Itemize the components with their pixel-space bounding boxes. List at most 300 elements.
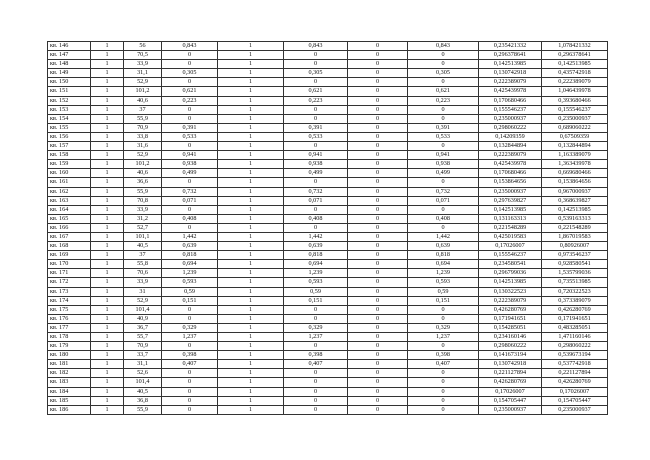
cell-share-value: 0,425019583 [479, 232, 542, 241]
cell-value-b: 0 [284, 142, 348, 151]
cell-quantity: 1 [91, 205, 124, 214]
cell-total-value: 0,80926007 [542, 242, 608, 251]
cell-value-d: 0,305 [408, 69, 479, 78]
apartment-data-table [47, 41, 608, 415]
cell-total-value: 0,973546237 [542, 251, 608, 260]
cell-share-value: 0,14209359 [479, 132, 542, 141]
cell-value-c: 0 [348, 405, 408, 414]
cell-total-value: 0,17026007 [542, 387, 608, 396]
cell-value-a: 0,533 [162, 132, 218, 141]
cell-total-value: 0,720322523 [542, 287, 608, 296]
cell-value-c: 0 [348, 51, 408, 60]
cell-total-value: 0,393680466 [542, 96, 608, 105]
cell-coefficient: 1 [218, 323, 284, 332]
cell-share-value: 0,17026007 [479, 387, 542, 396]
cell-share-value: 0,131163313 [479, 214, 542, 223]
cell-value-b: 0,639 [284, 242, 348, 251]
cell-apartment-number: кв. 177 [48, 323, 91, 332]
cell-coefficient: 1 [218, 333, 284, 342]
cell-value-a: 0 [162, 378, 218, 387]
cell-value-a: 0 [162, 405, 218, 414]
cell-coefficient: 1 [218, 123, 284, 132]
cell-coefficient: 1 [218, 223, 284, 232]
cell-share-value: 0,221548289 [479, 223, 542, 232]
cell-value-d: 0 [408, 105, 479, 114]
cell-apartment-number: кв. 182 [48, 369, 91, 378]
cell-value-c: 0 [348, 205, 408, 214]
cell-coefficient: 1 [218, 96, 284, 105]
cell-value-a: 0,391 [162, 123, 218, 132]
cell-quantity: 1 [91, 160, 124, 169]
cell-value-d: 0,329 [408, 323, 479, 332]
cell-quantity: 1 [91, 151, 124, 160]
cell-value-a: 0 [162, 142, 218, 151]
cell-value-b: 0,398 [284, 351, 348, 360]
cell-apartment-number: кв. 160 [48, 169, 91, 178]
cell-area: 37 [124, 251, 162, 260]
cell-value-c: 0 [348, 96, 408, 105]
cell-total-value: 0,537742918 [542, 360, 608, 369]
cell-total-value: 1,046439978 [542, 87, 608, 96]
cell-apartment-number: кв. 174 [48, 296, 91, 305]
cell-value-a: 0 [162, 305, 218, 314]
cell-value-b: 0 [284, 342, 348, 351]
cell-value-c: 0 [348, 160, 408, 169]
cell-value-a: 0,694 [162, 260, 218, 269]
cell-share-value: 0,154705447 [479, 396, 542, 405]
cell-value-d: 0,621 [408, 87, 479, 96]
cell-coefficient: 1 [218, 305, 284, 314]
cell-area: 36,7 [124, 323, 162, 332]
cell-value-b: 0,408 [284, 214, 348, 223]
cell-area: 31,1 [124, 360, 162, 369]
cell-value-c: 0 [348, 387, 408, 396]
cell-apartment-number: кв. 156 [48, 132, 91, 141]
cell-area: 33,7 [124, 351, 162, 360]
cell-value-b: 0 [284, 369, 348, 378]
cell-total-value: 1,471160146 [542, 333, 608, 342]
cell-value-b: 0,818 [284, 251, 348, 260]
cell-quantity: 1 [91, 42, 124, 51]
cell-value-c: 0 [348, 251, 408, 260]
cell-value-b: 0,938 [284, 160, 348, 169]
cell-value-b: 0 [284, 60, 348, 69]
table-row [48, 178, 608, 187]
cell-area: 101,1 [124, 232, 162, 241]
table-row [48, 287, 608, 296]
cell-apartment-number: кв. 165 [48, 214, 91, 223]
cell-value-a: 0,071 [162, 196, 218, 205]
cell-apartment-number: кв. 158 [48, 151, 91, 160]
cell-value-b: 0,732 [284, 187, 348, 196]
cell-quantity: 1 [91, 323, 124, 332]
cell-value-b: 0,59 [284, 287, 348, 296]
cell-quantity: 1 [91, 351, 124, 360]
cell-share-value: 0,130742918 [479, 69, 542, 78]
cell-total-value: 0,373389079 [542, 296, 608, 305]
cell-value-d: 1,442 [408, 232, 479, 241]
cell-share-value: 0,426280769 [479, 378, 542, 387]
cell-area: 40,6 [124, 96, 162, 105]
cell-value-c: 0 [348, 123, 408, 132]
cell-value-d: 0 [408, 369, 479, 378]
cell-area: 52,7 [124, 223, 162, 232]
cell-quantity: 1 [91, 260, 124, 269]
cell-total-value: 0,235000937 [542, 114, 608, 123]
cell-value-c: 0 [348, 260, 408, 269]
table-row [48, 114, 608, 123]
cell-apartment-number: кв. 154 [48, 114, 91, 123]
cell-value-c: 0 [348, 232, 408, 241]
cell-apartment-number: кв. 147 [48, 51, 91, 60]
cell-coefficient: 1 [218, 278, 284, 287]
cell-value-a: 0,938 [162, 160, 218, 169]
cell-quantity: 1 [91, 305, 124, 314]
cell-apartment-number: кв. 163 [48, 196, 91, 205]
table-row [48, 205, 608, 214]
table-row [48, 160, 608, 169]
cell-coefficient: 1 [218, 242, 284, 251]
cell-value-b: 1,442 [284, 232, 348, 241]
cell-area: 70,9 [124, 123, 162, 132]
cell-total-value: 0,483285051 [542, 323, 608, 332]
cell-value-d: 1,237 [408, 333, 479, 342]
table-row [48, 96, 608, 105]
table-row [48, 351, 608, 360]
cell-area: 56 [124, 42, 162, 51]
cell-value-a: 0,59 [162, 287, 218, 296]
cell-coefficient: 1 [218, 160, 284, 169]
table-row [48, 305, 608, 314]
cell-total-value: 1,867019583 [542, 232, 608, 241]
cell-value-d: 0,223 [408, 96, 479, 105]
cell-value-c: 0 [348, 369, 408, 378]
cell-coefficient: 1 [218, 232, 284, 241]
cell-share-value: 0,153864656 [479, 178, 542, 187]
cell-area: 40,9 [124, 314, 162, 323]
table-row [48, 142, 608, 151]
cell-value-b: 0,843 [284, 42, 348, 51]
cell-total-value: 0,67509359 [542, 132, 608, 141]
cell-total-value: 0,689060222 [542, 123, 608, 132]
cell-total-value: 0,153864656 [542, 178, 608, 187]
cell-total-value: 0,368639827 [542, 196, 608, 205]
cell-coefficient: 1 [218, 69, 284, 78]
cell-quantity: 1 [91, 223, 124, 232]
cell-total-value: 1,535799036 [542, 269, 608, 278]
cell-share-value: 0,296378641 [479, 51, 542, 60]
cell-share-value: 0,425439978 [479, 160, 542, 169]
table-row [48, 223, 608, 232]
cell-area: 40,5 [124, 242, 162, 251]
cell-total-value: 0,298060222 [542, 342, 608, 351]
cell-share-value: 0,170680466 [479, 96, 542, 105]
cell-quantity: 1 [91, 51, 124, 60]
cell-value-c: 0 [348, 214, 408, 223]
cell-coefficient: 1 [218, 369, 284, 378]
cell-quantity: 1 [91, 187, 124, 196]
cell-quantity: 1 [91, 132, 124, 141]
cell-total-value: 0,539673194 [542, 351, 608, 360]
table-row [48, 378, 608, 387]
cell-share-value: 0,222389079 [479, 78, 542, 87]
table-row [48, 296, 608, 305]
cell-value-d: 0,071 [408, 196, 479, 205]
cell-quantity: 1 [91, 342, 124, 351]
cell-value-a: 0 [162, 78, 218, 87]
cell-value-c: 0 [348, 269, 408, 278]
cell-total-value: 0,132844894 [542, 142, 608, 151]
cell-quantity: 1 [91, 105, 124, 114]
cell-share-value: 0,130742918 [479, 360, 542, 369]
cell-share-value: 0,235000937 [479, 114, 542, 123]
cell-value-d: 0,408 [408, 214, 479, 223]
cell-value-d: 0,593 [408, 278, 479, 287]
table-row [48, 151, 608, 160]
cell-area: 55,8 [124, 260, 162, 269]
cell-coefficient: 1 [218, 114, 284, 123]
cell-coefficient: 1 [218, 151, 284, 160]
cell-coefficient: 1 [218, 260, 284, 269]
cell-value-c: 0 [348, 360, 408, 369]
cell-quantity: 1 [91, 78, 124, 87]
cell-value-c: 0 [348, 287, 408, 296]
cell-apartment-number: кв. 176 [48, 314, 91, 323]
cell-coefficient: 1 [218, 296, 284, 305]
cell-value-a: 0,941 [162, 151, 218, 160]
cell-value-d: 0,398 [408, 351, 479, 360]
table-row [48, 187, 608, 196]
cell-value-a: 0,151 [162, 296, 218, 305]
cell-quantity: 1 [91, 387, 124, 396]
table-row [48, 314, 608, 323]
table-row [48, 242, 608, 251]
cell-value-b: 0,694 [284, 260, 348, 269]
cell-coefficient: 1 [218, 269, 284, 278]
cell-apartment-number: кв. 183 [48, 378, 91, 387]
cell-area: 52,9 [124, 296, 162, 305]
table-row [48, 387, 608, 396]
cell-value-b: 0,329 [284, 323, 348, 332]
cell-value-a: 1,239 [162, 269, 218, 278]
cell-value-a: 0,398 [162, 351, 218, 360]
cell-value-b: 0,499 [284, 169, 348, 178]
cell-value-a: 0 [162, 51, 218, 60]
cell-value-a: 1,442 [162, 232, 218, 241]
cell-apartment-number: кв. 181 [48, 360, 91, 369]
cell-share-value: 0,155546237 [479, 251, 542, 260]
cell-value-a: 0,305 [162, 69, 218, 78]
cell-total-value: 0,426280769 [542, 305, 608, 314]
cell-share-value: 0,298060222 [479, 342, 542, 351]
cell-quantity: 1 [91, 242, 124, 251]
cell-share-value: 0,17026007 [479, 242, 542, 251]
cell-apartment-number: кв. 157 [48, 142, 91, 151]
cell-quantity: 1 [91, 142, 124, 151]
cell-share-value: 0,297639827 [479, 196, 542, 205]
cell-quantity: 1 [91, 360, 124, 369]
table-row [48, 333, 608, 342]
cell-share-value: 0,142513985 [479, 205, 542, 214]
cell-total-value: 0,235000937 [542, 405, 608, 414]
cell-coefficient: 1 [218, 78, 284, 87]
cell-apartment-number: кв. 151 [48, 87, 91, 96]
cell-area: 70,9 [124, 342, 162, 351]
cell-quantity: 1 [91, 96, 124, 105]
table-row [48, 123, 608, 132]
cell-value-c: 0 [348, 187, 408, 196]
cell-value-d: 0 [408, 78, 479, 87]
cell-value-a: 0,499 [162, 169, 218, 178]
cell-value-d: 0 [408, 342, 479, 351]
cell-coefficient: 1 [218, 169, 284, 178]
cell-share-value: 0,132844894 [479, 142, 542, 151]
cell-area: 101,4 [124, 378, 162, 387]
cell-value-d: 0,407 [408, 360, 479, 369]
cell-apartment-number: кв. 150 [48, 78, 91, 87]
cell-total-value: 0,296378641 [542, 51, 608, 60]
cell-value-a: 0 [162, 314, 218, 323]
cell-apartment-number: кв. 152 [48, 96, 91, 105]
cell-value-c: 0 [348, 351, 408, 360]
cell-area: 33,9 [124, 60, 162, 69]
cell-area: 101,2 [124, 160, 162, 169]
cell-area: 36,6 [124, 178, 162, 187]
cell-share-value: 0,154285051 [479, 323, 542, 332]
table-row [48, 42, 608, 51]
cell-value-b: 0,941 [284, 151, 348, 160]
table-row [48, 87, 608, 96]
cell-value-a: 0 [162, 178, 218, 187]
cell-apartment-number: кв. 171 [48, 269, 91, 278]
cell-value-b: 0 [284, 378, 348, 387]
cell-value-c: 0 [348, 296, 408, 305]
cell-coefficient: 1 [218, 60, 284, 69]
table-row [48, 196, 608, 205]
cell-value-d: 0 [408, 178, 479, 187]
cell-value-c: 0 [348, 196, 408, 205]
cell-apartment-number: кв. 149 [48, 69, 91, 78]
cell-value-d: 0,499 [408, 169, 479, 178]
cell-total-value: 0,928580541 [542, 260, 608, 269]
cell-area: 31,2 [124, 214, 162, 223]
cell-value-a: 0,223 [162, 96, 218, 105]
cell-area: 33,8 [124, 132, 162, 141]
cell-coefficient: 1 [218, 378, 284, 387]
cell-quantity: 1 [91, 287, 124, 296]
cell-share-value: 0,222389079 [479, 151, 542, 160]
cell-area: 70,6 [124, 269, 162, 278]
cell-value-c: 0 [348, 178, 408, 187]
table-row [48, 105, 608, 114]
cell-value-b: 0 [284, 78, 348, 87]
cell-total-value: 0,435742918 [542, 69, 608, 78]
cell-value-c: 0 [348, 69, 408, 78]
cell-value-c: 0 [348, 378, 408, 387]
cell-value-c: 0 [348, 60, 408, 69]
cell-area: 52,9 [124, 78, 162, 87]
cell-value-b: 0 [284, 314, 348, 323]
cell-value-c: 0 [348, 151, 408, 160]
cell-quantity: 1 [91, 314, 124, 323]
cell-share-value: 0,222389079 [479, 296, 542, 305]
cell-quantity: 1 [91, 123, 124, 132]
cell-coefficient: 1 [218, 287, 284, 296]
cell-total-value: 0,669680466 [542, 169, 608, 178]
cell-coefficient: 1 [218, 142, 284, 151]
cell-total-value: 0,222389079 [542, 78, 608, 87]
table-row [48, 69, 608, 78]
cell-value-c: 0 [348, 78, 408, 87]
table-row [48, 214, 608, 223]
cell-value-b: 0 [284, 178, 348, 187]
cell-apartment-number: кв. 172 [48, 278, 91, 287]
table-row [48, 251, 608, 260]
cell-apartment-number: кв. 180 [48, 351, 91, 360]
cell-quantity: 1 [91, 251, 124, 260]
cell-value-d: 0,639 [408, 242, 479, 251]
cell-apartment-number: кв. 159 [48, 160, 91, 169]
cell-value-b: 0,223 [284, 96, 348, 105]
cell-area: 31,1 [124, 69, 162, 78]
cell-coefficient: 1 [218, 387, 284, 396]
cell-quantity: 1 [91, 378, 124, 387]
cell-area: 55,9 [124, 114, 162, 123]
cell-apartment-number: кв. 148 [48, 60, 91, 69]
cell-share-value: 0,171941651 [479, 314, 542, 323]
cell-apartment-number: кв. 162 [48, 187, 91, 196]
cell-total-value: 0,142513985 [542, 205, 608, 214]
cell-share-value: 0,234160146 [479, 333, 542, 342]
cell-apartment-number: кв. 168 [48, 242, 91, 251]
cell-area: 40,6 [124, 169, 162, 178]
cell-quantity: 1 [91, 333, 124, 342]
cell-value-c: 0 [348, 396, 408, 405]
cell-coefficient: 1 [218, 342, 284, 351]
cell-apartment-number: кв. 155 [48, 123, 91, 132]
cell-value-a: 0 [162, 223, 218, 232]
cell-value-c: 0 [348, 87, 408, 96]
cell-coefficient: 1 [218, 196, 284, 205]
cell-value-b: 0 [284, 205, 348, 214]
cell-value-c: 0 [348, 114, 408, 123]
cell-value-a: 0 [162, 205, 218, 214]
cell-value-c: 0 [348, 278, 408, 287]
cell-value-b: 0 [284, 405, 348, 414]
cell-total-value: 0,221548289 [542, 223, 608, 232]
table-row [48, 396, 608, 405]
cell-value-d: 0,938 [408, 160, 479, 169]
cell-value-a: 0 [162, 342, 218, 351]
cell-quantity: 1 [91, 69, 124, 78]
cell-value-a: 0,639 [162, 242, 218, 251]
table-row [48, 269, 608, 278]
cell-value-c: 0 [348, 305, 408, 314]
table-row [48, 132, 608, 141]
cell-value-a: 0 [162, 369, 218, 378]
cell-quantity: 1 [91, 369, 124, 378]
cell-quantity: 1 [91, 169, 124, 178]
cell-area: 33,9 [124, 205, 162, 214]
cell-share-value: 0,142513985 [479, 60, 542, 69]
cell-area: 55,9 [124, 405, 162, 414]
cell-share-value: 0,235000937 [479, 405, 542, 414]
cell-share-value: 0,426280769 [479, 305, 542, 314]
cell-coefficient: 1 [218, 314, 284, 323]
cell-area: 31 [124, 287, 162, 296]
cell-value-b: 0 [284, 51, 348, 60]
cell-coefficient: 1 [218, 405, 284, 414]
